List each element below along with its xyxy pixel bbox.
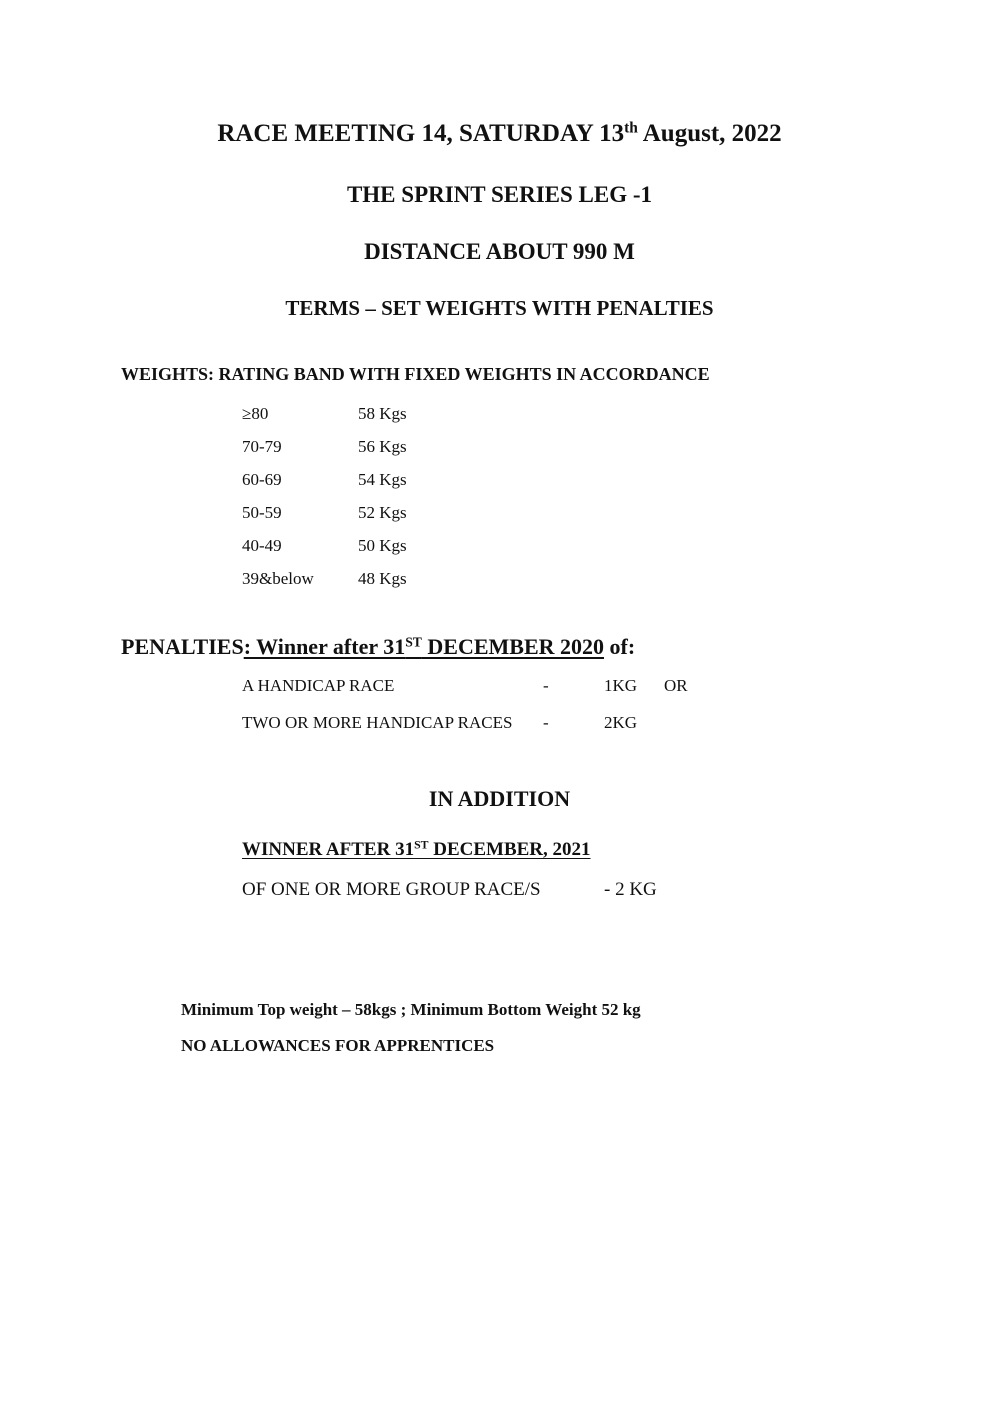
series-title: THE SPRINT SERIES LEG -1 <box>346 182 653 207</box>
title-date: August, 2022 <box>637 120 782 147</box>
title-superscript: th <box>624 119 638 137</box>
apprentice-allowance-note: NO ALLOWANCES FOR APPRENTICES <box>181 1036 495 1055</box>
penalties-heading <box>121 634 635 660</box>
penalty-dash: - <box>543 676 549 695</box>
penalty-dash: - <box>543 713 549 732</box>
addition-winner-heading <box>242 839 591 861</box>
penalties-suffix: of: <box>604 634 636 659</box>
penalties-label: PENALTIES <box>121 634 244 659</box>
penalties-superscript: ST <box>405 634 422 650</box>
weight-value: 52 Kgs <box>358 503 407 522</box>
penalties-winner-text: : Winner after 31 <box>243 634 406 659</box>
penalty-or: OR <box>664 676 688 695</box>
penalty-race: TWO OR MORE HANDICAP RACES <box>242 713 513 732</box>
group-race-text: OF ONE OR MORE GROUP RACE/S <box>242 879 541 900</box>
penalty-amount: 1KG <box>604 676 638 695</box>
penalties-winner-date <box>244 634 604 659</box>
page-title <box>0 120 999 148</box>
addition-superscript: ST <box>414 838 429 852</box>
weight-value: 50 Kgs <box>358 536 407 555</box>
weight-band: 50-59 <box>242 503 282 522</box>
title-text: RACE MEETING 14, SATURDAY 13 <box>217 120 625 147</box>
group-race-penalty: - 2 KG <box>604 879 657 900</box>
minimum-weight-note: Minimum Top weight – 58kgs ; Minimum Bottom Weight 52 kg <box>181 1000 641 1019</box>
weight-band: 39&below <box>242 569 314 588</box>
weight-value: 56 Kgs <box>358 437 407 456</box>
weight-band: 70-79 <box>242 437 282 456</box>
weight-band: 40-49 <box>242 536 282 555</box>
distance-title: DISTANCE ABOUT 990 M <box>364 239 635 264</box>
addition-winner-year: DECEMBER, 2021 <box>428 839 591 860</box>
weight-band: ≥80 <box>242 404 269 423</box>
weight-value: 54 Kgs <box>358 470 407 489</box>
weights-heading: WEIGHTS: RATING BAND WITH FIXED WEIGHTS IN ACCORDANCE <box>121 364 710 384</box>
penalty-amount: 2KG <box>604 713 638 732</box>
penalty-race: A HANDICAP RACE <box>242 676 395 695</box>
weight-value: 48 Kgs <box>358 569 407 588</box>
addition-winner-text: WINNER AFTER 31 <box>242 839 415 860</box>
terms-title: TERMS – SET WEIGHTS WITH PENALTIES <box>285 296 714 320</box>
weight-band: 60-69 <box>242 470 282 489</box>
addition-heading: IN ADDITION <box>428 786 571 811</box>
weight-value: 58 Kgs <box>358 404 407 423</box>
penalties-winner-year: DECEMBER 2020 <box>421 634 605 659</box>
